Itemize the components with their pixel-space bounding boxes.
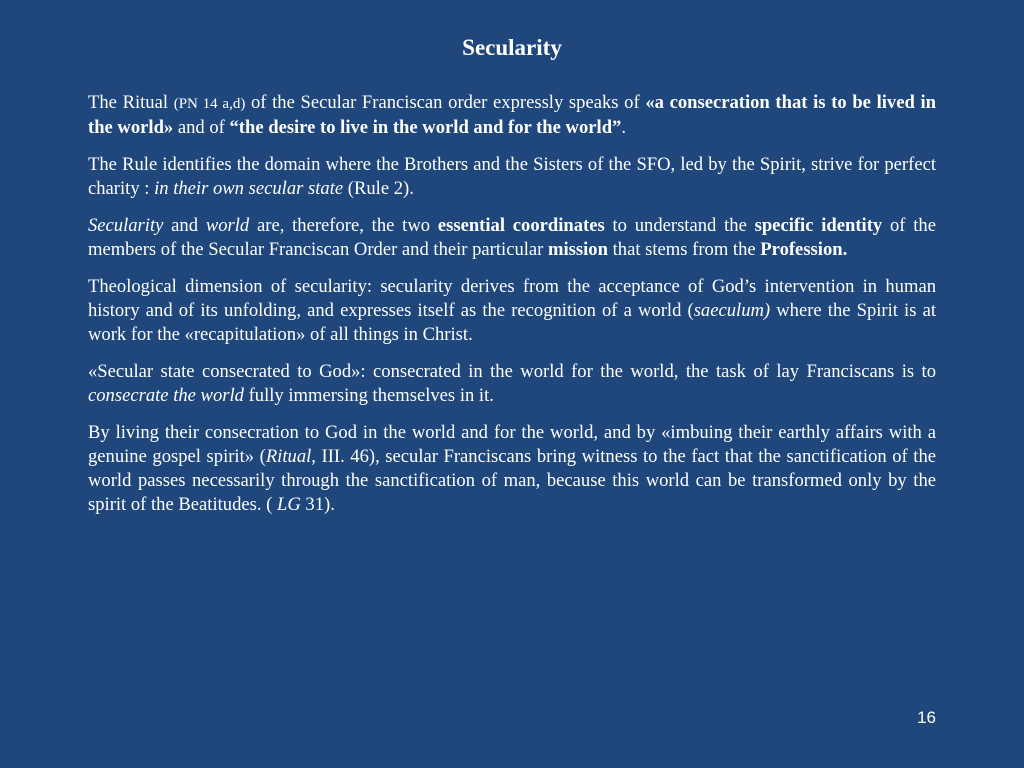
- slide-body: [88, 91, 936, 530]
- slide-title: Secularity: [462, 35, 562, 60]
- paragraph-rule: [88, 153, 936, 201]
- text-span: of the Secular Franciscan order expressly speaks of: [245, 92, 646, 113]
- text-span: .: [621, 117, 626, 138]
- text-span: are, therefore, the two: [249, 215, 438, 236]
- reference-span: (PN 14 a,d): [173, 96, 246, 112]
- bold-span: «a consecration that is to be lived in the world»: [88, 92, 936, 138]
- italic-span: world: [205, 215, 250, 236]
- italic-span: saeculum): [693, 300, 771, 321]
- text-span: and of: [173, 117, 230, 138]
- page-number: 16: [917, 708, 936, 727]
- text-span: (Rule 2).: [343, 178, 414, 199]
- italic-span: Secularity: [88, 215, 164, 236]
- paragraph-coordinates: [88, 214, 936, 262]
- italic-span: LG: [277, 494, 301, 515]
- text-span: of the members of the Secular Franciscan Order and their particular: [88, 215, 936, 260]
- text-span: By living their consecration to God in the world and for the world, and by «imbuing their earthly affairs with a genuine gospel spirit» (: [88, 422, 936, 467]
- text-span: that stems from the: [607, 239, 761, 260]
- text-span: The Ritual: [88, 92, 174, 113]
- italic-span: Ritual: [265, 446, 312, 467]
- text-span: fully immersing themselves in it.: [243, 385, 494, 406]
- paragraph-consecration: [88, 421, 936, 517]
- text-span: 31).: [300, 494, 335, 515]
- bold-span: mission: [548, 239, 608, 260]
- text-span: where the Spirit is at work for the «recapitulation» of all things in Christ.: [88, 300, 937, 345]
- bold-span: essential coordinates: [437, 215, 605, 236]
- bold-span: “the desire to live in the world and for the world”: [229, 117, 622, 138]
- bold-span: Profession.: [760, 239, 848, 260]
- italic-span: in their own secular state: [154, 178, 344, 199]
- paragraph-ritual: [88, 91, 936, 140]
- paragraph-secular-state: [88, 360, 936, 408]
- text-span: , III. 46), secular Franciscans bring witness to the fact that the sanctification of the world passes necessarily through the sanctification of man, because this world can be transformed only by the spirit of the Beatitudes. (: [88, 446, 937, 515]
- text-span: Theological dimension of secularity: secularity derives from the acceptance of God’s intervention in human history and of its unfolding, and expresses itself as the recognition of a world (: [88, 276, 936, 321]
- bold-span: specific identity: [754, 215, 883, 236]
- paragraph-theological: [88, 275, 936, 347]
- italic-span: consecrate the world: [88, 385, 244, 406]
- text-span: «Secular state consecrated to God»: consecrated in the world for the world, the task of lay Franciscans is to: [88, 361, 936, 382]
- text-span: and: [163, 215, 206, 236]
- text-span: The Rule identifies the domain where the Brothers and the Sisters of the SFO, led by the Spirit, strive for perfect charity :: [88, 154, 936, 199]
- text-span: to understand the: [604, 215, 755, 236]
